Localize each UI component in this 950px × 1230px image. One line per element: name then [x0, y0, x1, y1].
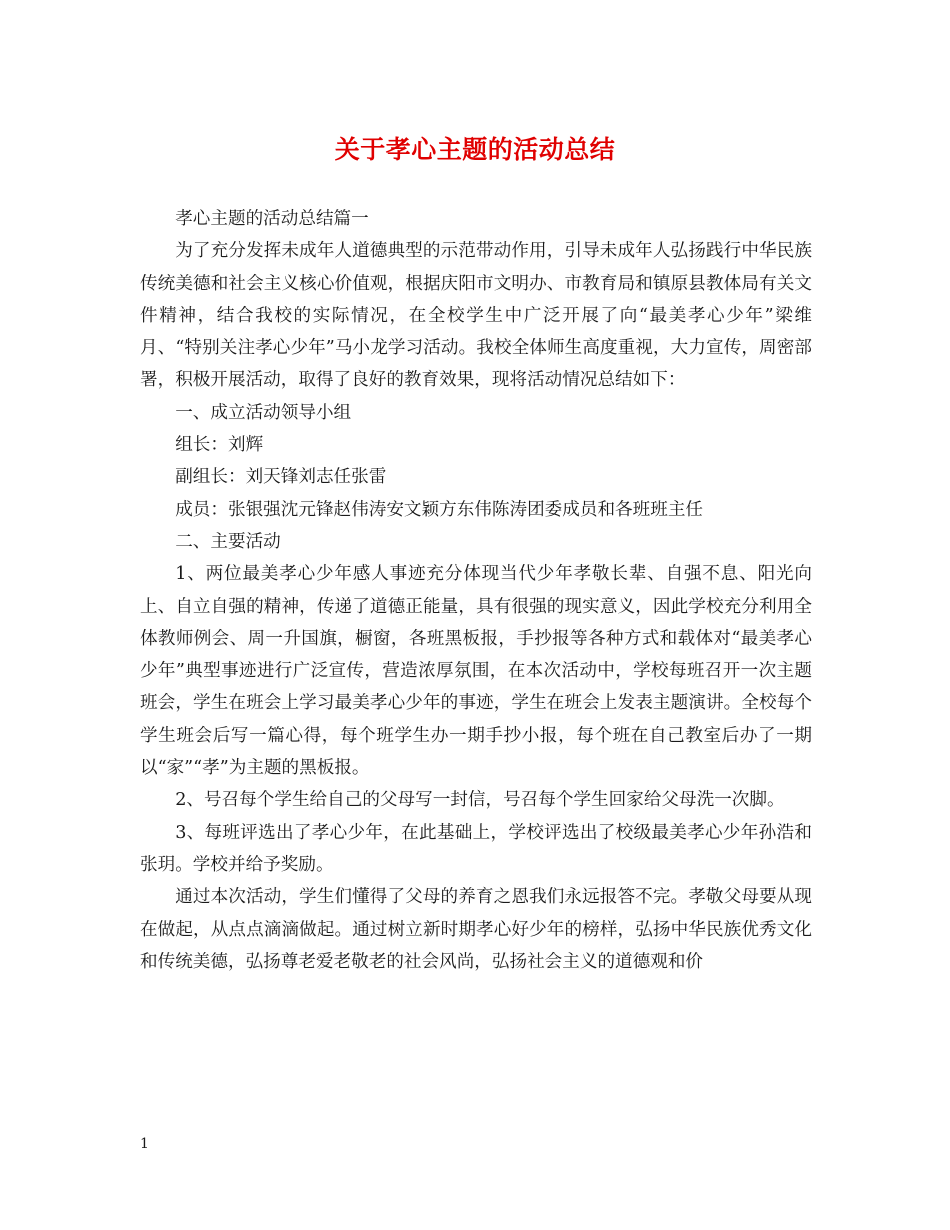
activity-paragraph: 2、号召每个学生给自己的父母写一封信，号召每个学生回家给父母洗一次脚。 [175, 790, 785, 811]
section-heading: 二、主要活动 [175, 531, 281, 552]
conclusion-paragraph: 通过本次活动，学生们懂得了父母的养育之恩我们永远报答不完。孝敬父母要从现在做起，从点点滴滴做起。通过树立新时期孝心好少年的榜样，弘扬中华民族优秀文化和传统美德，弘扬尊老爱老敬老的社会风尚，弘扬社会主义的道德观和价 [140, 887, 812, 972]
document-body [140, 203, 812, 978]
members-line: 成员：张银强沈元锋赵伟涛安文颖方东伟陈涛团委成员和各班班主任 [175, 499, 704, 520]
deputy-leader-line: 副组长：刘天锋刘志任张雷 [175, 467, 387, 488]
document-title: 关于孝心主题的活动总结 [334, 135, 616, 164]
intro-paragraph: 为了充分发挥未成年人道德典型的示范带动作用，引导未成年人弘扬践行中华民族传统美德和社会主义核心价值观，根据庆阳市文明办、市教育局和镇原县教体局有关文件精神，结合我校的实际情况，在全校学生中广泛开展了向“最美孝心少年”梁维月、“特别关注孝心少年”马小龙学习活动。我校全体师生高度重视，大力宣传，周密部署，积极开展活动，取得了良好的教育效果，现将活动情况总结如下： [140, 241, 812, 391]
page-number: 1 [140, 1136, 149, 1152]
activity-paragraph: 1、两位最美孝心少年感人事迹充分体现当代少年孝敬长辈、自强不息、阳光向上、自立自强的精神，传递了道德正能量，具有很强的现实意义，因此学校充分利用全体教师例会、周一升国旗，橱窗，各班黑板报，手抄报等各种方式和载体对“最美孝心少年”典型事迹进行广泛宣传，营造浓厚氛围，在本次活动中，学校每班召开一次主题班会，学生在班会上学习最美孝心少年的事迹，学生在班会上发表主题演讲。全校每个学生班会后写一篇心得，每个班学生办一期手抄小报，每个班在自己教室后办了一期以“家”“孝”为主题的黑板报。 [140, 564, 812, 779]
leader-line: 组长：刘辉 [175, 435, 264, 456]
section-heading: 一、成立活动领导小组 [175, 402, 352, 423]
section-heading: 孝心主题的活动总结篇一 [175, 209, 369, 229]
activity-paragraph: 3、每班评选出了孝心少年，在此基础上，学校评选出了校级最美孝心少年孙浩和张玥。学校并给予奖励。 [140, 822, 812, 875]
